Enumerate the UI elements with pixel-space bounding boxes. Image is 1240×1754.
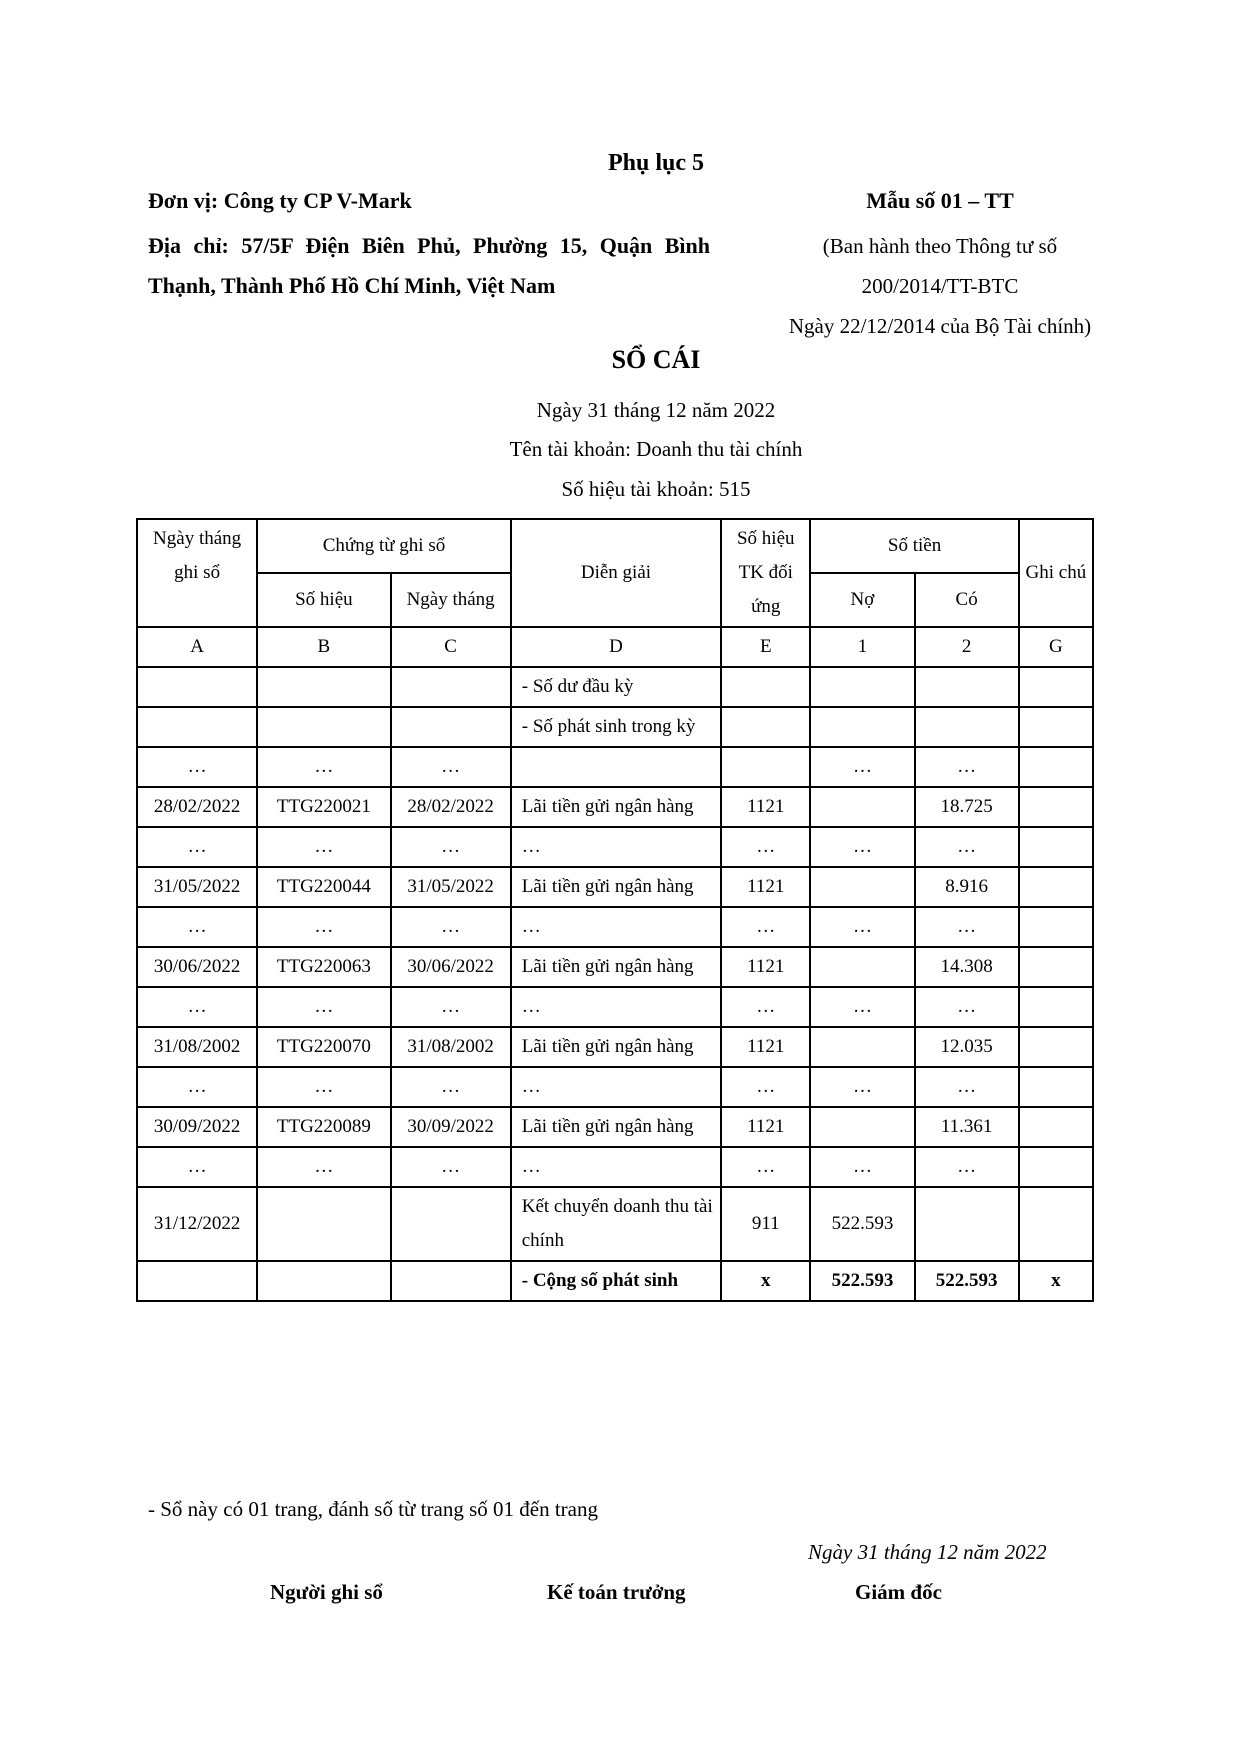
cell-credit: 522.593 [915, 1261, 1019, 1301]
form-note-line-2: 200/2014/TT-BTC [861, 274, 1019, 298]
cell-contra-account: … [721, 1067, 810, 1107]
cell-description: … [511, 1067, 721, 1107]
cell-credit [915, 707, 1019, 747]
cell-description: Lãi tiền gửi ngân hàng [511, 867, 721, 907]
cell-debit: … [810, 747, 914, 787]
cell-description: … [511, 907, 721, 947]
cell-contra-account [721, 707, 810, 747]
header-voucher-no: Số hiệu [257, 573, 390, 627]
cell-voucher-no [257, 707, 390, 747]
cell-contra-account: 911 [721, 1187, 810, 1261]
cell-note [1019, 747, 1093, 787]
cell-debit: … [810, 827, 914, 867]
cell-description [511, 747, 721, 787]
cell-credit: … [915, 827, 1019, 867]
table-row [137, 1027, 1093, 1067]
cell-debit [810, 1107, 914, 1147]
cell-description: - Số dư đầu kỳ [511, 667, 721, 707]
cell-record-date: 30/09/2022 [137, 1107, 257, 1147]
cell-credit: 11.361 [915, 1107, 1019, 1147]
cell-description: … [511, 827, 721, 867]
ledger-title: SỔ CÁI [611, 345, 701, 374]
cell-debit [810, 707, 914, 747]
cell-note [1019, 827, 1093, 867]
cell-record-date [137, 667, 257, 707]
signer-bookkeeper: Người ghi sổ [270, 1580, 383, 1604]
header-debit: Nợ [810, 573, 914, 627]
header-contra-account: Số hiệu TK đối ứng [721, 519, 810, 627]
cell-contra-account: x [721, 1261, 810, 1301]
cell-contra-account: 1121 [721, 947, 810, 987]
cell-note [1019, 867, 1093, 907]
total-row [137, 1261, 1093, 1301]
cell-voucher-no: TTG220063 [257, 947, 390, 987]
cell-debit: … [810, 987, 914, 1027]
table-row [137, 1147, 1093, 1187]
cell-voucher-date: … [391, 987, 511, 1027]
cell-credit [915, 1187, 1019, 1261]
table-row [137, 867, 1093, 907]
table-row [137, 947, 1093, 987]
cell-voucher-no: TTG220070 [257, 1027, 390, 1067]
cell-voucher-date: … [391, 747, 511, 787]
table-row [137, 1067, 1093, 1107]
cell-debit: 522.593 [810, 1187, 914, 1261]
cell-description: Kết chuyển doanh thu tài chính [511, 1187, 721, 1261]
cell-credit: 12.035 [915, 1027, 1019, 1067]
cell-record-date: 31/12/2022 [137, 1187, 257, 1261]
cell-record-date [137, 707, 257, 747]
header-record-date: Ngày tháng ghi sổ [137, 519, 257, 627]
cell-voucher-date [391, 1261, 511, 1301]
column-code-row [137, 627, 1093, 667]
cell-record-date: … [137, 1147, 257, 1187]
header-credit: Có [915, 573, 1019, 627]
cell-description: D [511, 627, 721, 667]
cell-contra-account: … [721, 827, 810, 867]
cell-record-date: … [137, 987, 257, 1027]
signature-date: Ngày 31 tháng 12 năm 2022 [808, 1540, 1047, 1564]
cell-voucher-date [391, 707, 511, 747]
header-voucher-date: Ngày tháng [391, 573, 511, 627]
table-row [137, 827, 1093, 867]
cell-note [1019, 947, 1093, 987]
cell-credit [915, 667, 1019, 707]
cell-description: - Số phát sinh trong kỳ [511, 707, 721, 747]
cell-voucher-no [257, 1261, 390, 1301]
cell-record-date: A [137, 627, 257, 667]
cell-record-date: … [137, 907, 257, 947]
cell-record-date: 31/05/2022 [137, 867, 257, 907]
form-code: Mẫu số 01 – TT [866, 188, 1014, 213]
cell-debit [810, 867, 914, 907]
cell-note [1019, 707, 1093, 747]
cell-credit: 14.308 [915, 947, 1019, 987]
account-number: Số hiệu tài khoản: 515 [561, 477, 751, 501]
header-voucher: Chứng từ ghi sổ [257, 519, 511, 573]
company-address: Địa chỉ: 57/5F Điện Biên Phủ, Phường 15, Quận Bình Thạnh, Thành Phố Hồ Chí Minh, Việt Nam [148, 233, 710, 298]
cell-voucher-date: … [391, 907, 511, 947]
cell-voucher-no: … [257, 827, 390, 867]
table-row [137, 667, 1093, 707]
cell-record-date: … [137, 1067, 257, 1107]
table-row [137, 1107, 1093, 1147]
ledger-date: Ngày 31 tháng 12 năm 2022 [536, 398, 776, 422]
page-count-note: - Sổ này có 01 trang, đánh số từ trang số 01 đến trang [148, 1497, 598, 1521]
cell-note [1019, 1067, 1093, 1107]
cell-voucher-no: … [257, 1067, 390, 1107]
header-note: Ghi chú [1019, 519, 1093, 627]
table-row [137, 987, 1093, 1027]
cell-voucher-date: 31/08/2002 [391, 1027, 511, 1067]
cell-description: … [511, 1147, 721, 1187]
table-row [137, 907, 1093, 947]
cell-record-date: 28/02/2022 [137, 787, 257, 827]
cell-contra-account: 1121 [721, 1107, 810, 1147]
cell-voucher-no: TTG220089 [257, 1107, 390, 1147]
cell-contra-account [721, 667, 810, 707]
form-note-line-3: Ngày 22/12/2014 của Bộ Tài chính) [788, 314, 1092, 338]
cell-contra-account: 1121 [721, 867, 810, 907]
cell-debit: … [810, 1147, 914, 1187]
table-row [137, 747, 1093, 787]
cell-voucher-date: … [391, 1067, 511, 1107]
cell-debit: … [810, 1067, 914, 1107]
cell-record-date [137, 1261, 257, 1301]
cell-contra-account: … [721, 987, 810, 1027]
company-unit: Đơn vị: Công ty CP V-Mark [148, 188, 412, 213]
cell-description: Lãi tiền gửi ngân hàng [511, 1027, 721, 1067]
header-amount: Số tiền [810, 519, 1018, 573]
account-name: Tên tài khoản: Doanh thu tài chính [509, 437, 803, 461]
cell-note: G [1019, 627, 1093, 667]
signer-chief-accountant: Kế toán trưởng [547, 1580, 686, 1604]
ledger-table [136, 518, 1094, 1302]
cell-voucher-date [391, 1187, 511, 1261]
cell-voucher-date [391, 667, 511, 707]
cell-voucher-date: … [391, 1147, 511, 1187]
cell-description: … [511, 987, 721, 1027]
cell-voucher-no: TTG220044 [257, 867, 390, 907]
cell-contra-account: … [721, 907, 810, 947]
cell-description: Lãi tiền gửi ngân hàng [511, 1107, 721, 1147]
cell-voucher-date: 28/02/2022 [391, 787, 511, 827]
cell-voucher-date: 31/05/2022 [391, 867, 511, 907]
header-description: Diễn giải [511, 519, 721, 627]
cell-debit [810, 667, 914, 707]
table-row [137, 787, 1093, 827]
cell-voucher-no: … [257, 747, 390, 787]
cell-credit: … [915, 907, 1019, 947]
cell-contra-account: E [721, 627, 810, 667]
cell-credit: 18.725 [915, 787, 1019, 827]
cell-description: Lãi tiền gửi ngân hàng [511, 947, 721, 987]
cell-debit [810, 947, 914, 987]
cell-note [1019, 667, 1093, 707]
cell-note: x [1019, 1261, 1093, 1301]
cell-debit: 1 [810, 627, 914, 667]
cell-note [1019, 987, 1093, 1027]
cell-voucher-date: 30/06/2022 [391, 947, 511, 987]
cell-voucher-no: B [257, 627, 390, 667]
appendix-title: Phụ lục 5 [607, 150, 705, 176]
cell-voucher-no: … [257, 987, 390, 1027]
cell-note [1019, 907, 1093, 947]
signer-director: Giám đốc [855, 1580, 942, 1604]
cell-note [1019, 787, 1093, 827]
cell-description: - Cộng số phát sinh [511, 1261, 721, 1301]
cell-voucher-no: … [257, 907, 390, 947]
cell-description: Lãi tiền gửi ngân hàng [511, 787, 721, 827]
cell-record-date: … [137, 747, 257, 787]
cell-debit [810, 787, 914, 827]
cell-note [1019, 1187, 1093, 1261]
cell-contra-account [721, 747, 810, 787]
cell-credit: … [915, 747, 1019, 787]
cell-contra-account: 1121 [721, 1027, 810, 1067]
cell-note [1019, 1027, 1093, 1067]
cell-voucher-no: … [257, 1147, 390, 1187]
cell-contra-account: … [721, 1147, 810, 1187]
cell-voucher-date: … [391, 827, 511, 867]
cell-credit: 2 [915, 627, 1019, 667]
cell-credit: 8.916 [915, 867, 1019, 907]
form-note-line-1: (Ban hành theo Thông tư số [822, 234, 1058, 258]
cell-voucher-no [257, 667, 390, 707]
cell-record-date: 30/06/2022 [137, 947, 257, 987]
cell-note [1019, 1147, 1093, 1187]
cell-credit: … [915, 1147, 1019, 1187]
cell-voucher-date: 30/09/2022 [391, 1107, 511, 1147]
cell-record-date: … [137, 827, 257, 867]
cell-debit: … [810, 907, 914, 947]
cell-credit: … [915, 987, 1019, 1027]
table-row [137, 1187, 1093, 1261]
cell-voucher-no: TTG220021 [257, 787, 390, 827]
form-note [700, 226, 1180, 346]
table-row [137, 707, 1093, 747]
cell-voucher-date: C [391, 627, 511, 667]
cell-record-date: 31/08/2002 [137, 1027, 257, 1067]
cell-credit: … [915, 1067, 1019, 1107]
cell-debit: 522.593 [810, 1261, 914, 1301]
cell-debit [810, 1027, 914, 1067]
cell-voucher-no [257, 1187, 390, 1261]
cell-contra-account: 1121 [721, 787, 810, 827]
ledger-body [137, 627, 1093, 1301]
cell-note [1019, 1107, 1093, 1147]
